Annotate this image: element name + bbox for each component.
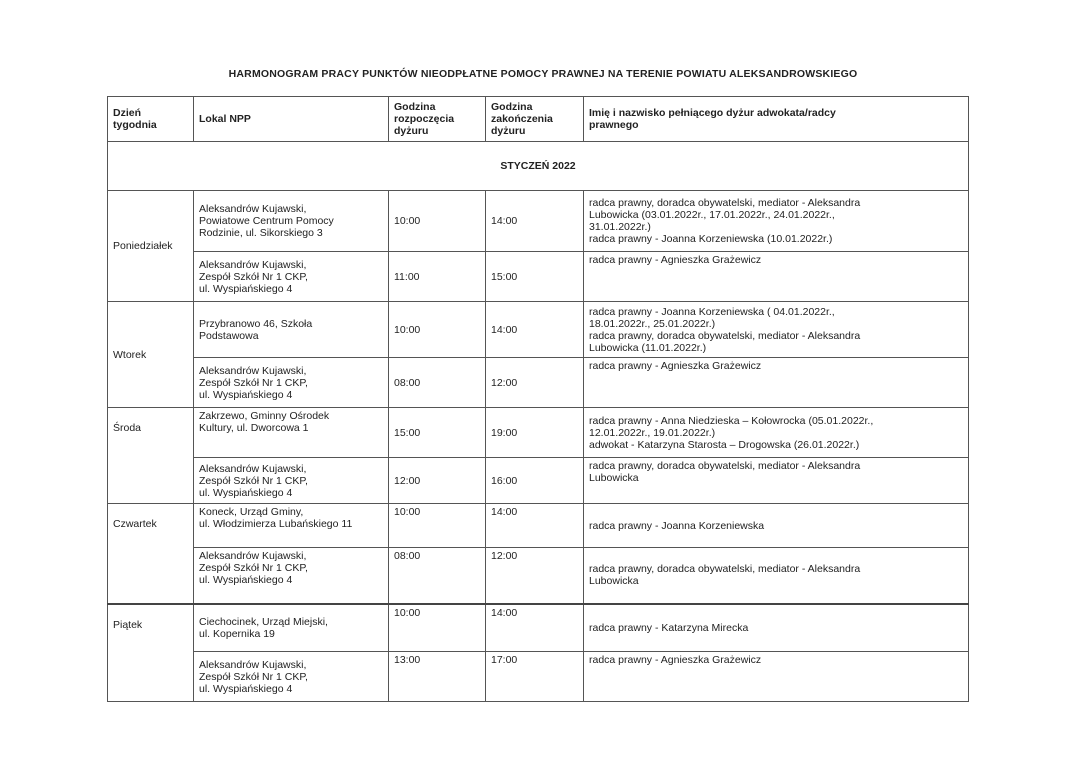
person-cell: radca prawny - Agnieszka Grażewicz <box>584 252 969 302</box>
header-end: Godzina zakończenia dyżuru <box>486 97 584 142</box>
start-cell: 10:00 <box>389 302 486 358</box>
schedule-table <box>107 96 969 702</box>
location-cell: Aleksandrów Kujawski, Zespół Szkół Nr 1 CKP, ul. Wyspiańskiego 4 <box>194 548 389 604</box>
location-cell: Przybranowo 46, Szkoła Podstawowa <box>194 302 389 358</box>
location-cell: Aleksandrów Kujawski, Zespół Szkół Nr 1 CKP, ul. Wyspiańskiego 4 <box>194 252 389 302</box>
start-cell: 08:00 <box>389 358 486 408</box>
day-cell: Wtorek <box>108 302 194 408</box>
end-cell: 14:00 <box>486 604 584 652</box>
table-row <box>108 252 969 302</box>
end-cell: 14:00 <box>486 191 584 252</box>
header-day: Dzień tygodnia <box>108 97 194 142</box>
month-row <box>108 142 969 191</box>
table-row <box>108 302 969 358</box>
location-cell: Aleksandrów Kujawski, Powiatowe Centrum Pomocy Rodzinie, ul. Sikorskiego 3 <box>194 191 389 252</box>
start-cell: 10:00 <box>389 604 486 652</box>
location-cell: Aleksandrów Kujawski, Zespół Szkół Nr 1 CKP, ul. Wyspiańskiego 4 <box>194 458 389 504</box>
person-cell: radca prawny - Anna Niedzieska – Kołowrocka (05.01.2022r., 12.01.2022r., 19.01.2022r.) adwokat - Katarzyna Starosta – Drogowska (26.01.2022r.) <box>584 408 969 458</box>
start-cell: 15:00 <box>389 408 486 458</box>
person-cell: radca prawny - Joanna Korzeniewska ( 04.01.2022r., 18.01.2022r., 25.01.2022r.) radca prawny, doradca obywatelski, mediator - Aleksandra Lubowicka (11.01.2022r.) <box>584 302 969 358</box>
table-row <box>108 548 969 604</box>
header-person: Imię i nazwisko pełniącego dyżur adwokata/radcy prawnego <box>584 97 969 142</box>
table-row <box>108 504 969 548</box>
end-cell: 12:00 <box>486 358 584 408</box>
end-cell: 14:00 <box>486 504 584 548</box>
end-cell: 19:00 <box>486 408 584 458</box>
month-label: STYCZEŃ 2022 <box>108 142 969 191</box>
person-cell: radca prawny - Agnieszka Grażewicz <box>584 652 969 702</box>
end-cell: 16:00 <box>486 458 584 504</box>
person-cell: radca prawny, doradca obywatelski, mediator - Aleksandra Lubowicka <box>584 458 969 504</box>
location-cell: Aleksandrów Kujawski, Zespół Szkół Nr 1 CKP, ul. Wyspiańskiego 4 <box>194 358 389 408</box>
start-cell: 12:00 <box>389 458 486 504</box>
end-cell: 12:00 <box>486 548 584 604</box>
start-cell: 11:00 <box>389 252 486 302</box>
person-cell: radca prawny - Joanna Korzeniewska <box>584 504 969 548</box>
location-cell: Zakrzewo, Gminny Ośrodek Kultury, ul. Dworcowa 1 <box>194 408 389 458</box>
person-cell: radca prawny, doradca obywatelski, mediator - Aleksandra Lubowicka (03.01.2022r., 17.01.2022r., 24.01.2022r., 31.01.2022r.) radca prawny - Joanna Korzeniewska (10.01.2022r.) <box>584 191 969 252</box>
table-row <box>108 191 969 252</box>
start-cell: 13:00 <box>389 652 486 702</box>
start-cell: 08:00 <box>389 548 486 604</box>
person-cell: radca prawny - Agnieszka Grażewicz <box>584 358 969 408</box>
end-cell: 14:00 <box>486 302 584 358</box>
end-cell: 15:00 <box>486 252 584 302</box>
start-cell: 10:00 <box>389 504 486 548</box>
header-row <box>108 97 969 142</box>
table-row <box>108 652 969 702</box>
table-row <box>108 458 969 504</box>
header-start: Godzina rozpoczęcia dyżuru <box>389 97 486 142</box>
location-cell: Aleksandrów Kujawski, Zespół Szkół Nr 1 CKP, ul. Wyspiańskiego 4 <box>194 652 389 702</box>
document-title: HARMONOGRAM PRACY PUNKTÓW NIEODPŁATNE POMOCY PRAWNEJ NA TERENIE POWIATU ALEKSANDROWSKIEGO <box>228 68 858 80</box>
day-cell: Czwartek <box>108 504 194 604</box>
day-cell: Poniedziałek <box>108 191 194 302</box>
location-cell: Ciechocinek, Urząd Miejski, ul. Kopernika 19 <box>194 604 389 652</box>
table-row <box>108 358 969 408</box>
end-cell: 17:00 <box>486 652 584 702</box>
location-cell: Koneck, Urząd Gminy, ul. Włodzimierza Lubańskiego 11 <box>194 504 389 548</box>
day-cell: Środa <box>108 408 194 504</box>
header-location: Lokal NPP <box>194 97 389 142</box>
person-cell: radca prawny, doradca obywatelski, mediator - Aleksandra Lubowicka <box>584 548 969 604</box>
table-row <box>108 408 969 458</box>
person-cell: radca prawny - Katarzyna Mirecka <box>584 604 969 652</box>
table-row <box>108 604 969 652</box>
day-cell: Piątek <box>108 604 194 702</box>
start-cell: 10:00 <box>389 191 486 252</box>
